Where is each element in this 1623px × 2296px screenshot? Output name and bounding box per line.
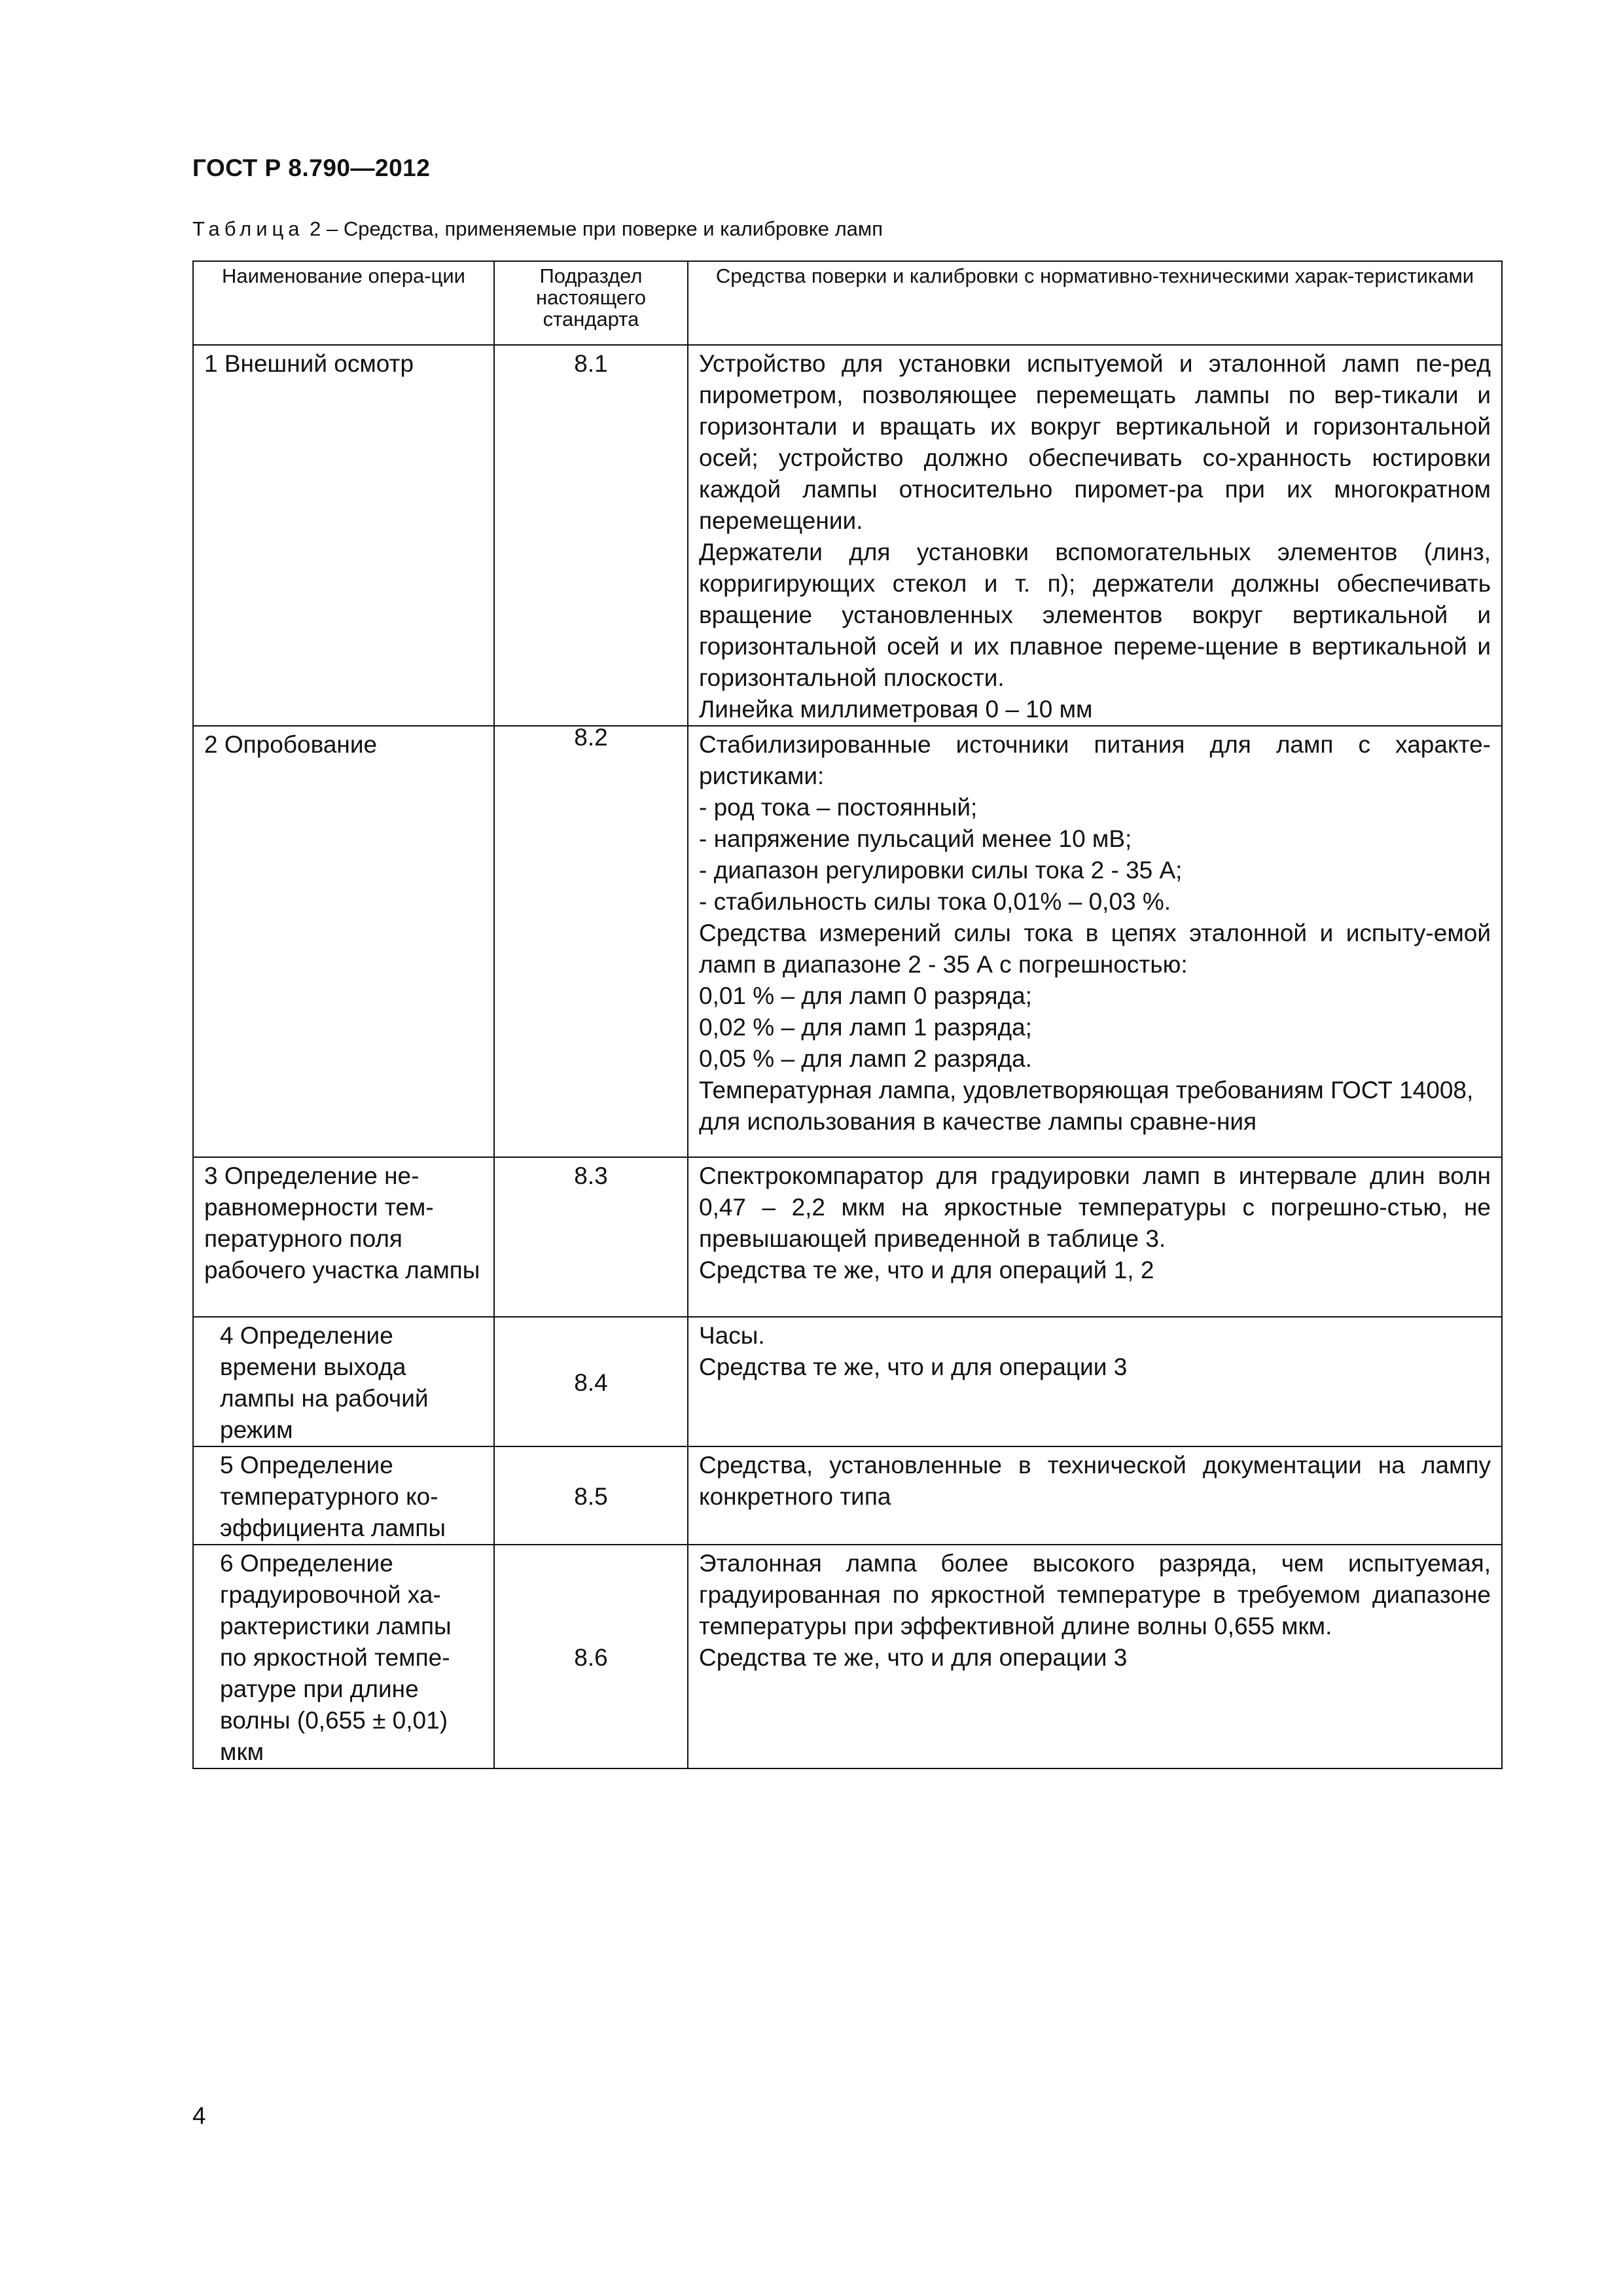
operation-cell: 5 Определение температурного ко-эффициента лампы xyxy=(193,1446,494,1545)
means-list-item: - напряжение пульсаций менее 10 мВ; xyxy=(699,825,1132,852)
means-cell xyxy=(688,1545,1502,1768)
means-paragraph: Стабилизированные источники питания для ламп с характе-ристиками: xyxy=(699,731,1491,789)
means-list-item: - стабильность силы тока 0,01% – 0,03 %. xyxy=(699,888,1171,915)
header-section: Подраздел настоящего стандарта xyxy=(494,261,688,345)
section-cell: 8.1 xyxy=(494,345,688,726)
section-cell: 8.6 xyxy=(494,1545,688,1768)
operation-cell: 1 Внешний осмотр xyxy=(193,345,494,726)
means-paragraph: Средства измерений силы тока в цепях эталонной и испыту-емой ламп в диапазоне 2 - 35 А с погрешностью: xyxy=(699,920,1491,978)
means-paragraph: Средства те же, что и для операции 3 xyxy=(699,1644,1128,1671)
operation-cell: 3 Определение не-равномерности тем-пературного поля рабочего участка лампы xyxy=(193,1157,494,1317)
means-list-item: - род тока – постоянный; xyxy=(699,794,978,821)
document-header: ГОСТ Р 8.790—2012 xyxy=(192,154,431,181)
means-list-item: 0,01 % – для ламп 0 разряда; xyxy=(699,982,1032,1009)
means-cell xyxy=(688,345,1502,726)
means-list-item: 0,02 % – для ламп 1 разряда; xyxy=(699,1014,1032,1041)
means-paragraph: Спектрокомпаратор для градуировки ламп в интервале длин волн 0,47 – 2,2 мкм на яркостные температуры с погрешно-стью, не превышающей приведенной в таблице 3. xyxy=(699,1162,1491,1252)
section-cell: 8.2 xyxy=(494,726,688,1157)
means-paragraph: Средства, установленные в технической документации на лампу конкретного типа xyxy=(699,1452,1491,1510)
means-cell xyxy=(688,1317,1502,1446)
table-row xyxy=(193,345,1502,726)
verification-means-table xyxy=(192,260,1503,1769)
means-paragraph: Средства те же, что и для операции 3 xyxy=(699,1354,1128,1380)
section-cell: 8.5 xyxy=(494,1446,688,1545)
operation-cell: 6 Определение градуировочной ха-рактеристики лампы по яркостной темпе-ратуре при длине волны (0,655 ± 0,01) мкм xyxy=(193,1545,494,1768)
operation-cell: 4 Определение времени выхода лампы на рабочий режим xyxy=(193,1317,494,1446)
means-paragraph: Держатели для установки вспомогательных элементов (линз, корригирующих стекол и т. п); держатели должны обеспечивать вращение установленных элементов вокруг вертикальной и горизонтальной осей и их плавное переме-щение в вертикальной и горизонтальной плоскости. xyxy=(699,539,1491,691)
means-paragraph: Устройство для установки испытуемой и эталонной ламп пе-ред пирометром, позволяющее перемещать лампы по вер-тикали и горизонтали и вращать их вокруг вертикальной и горизонтальной осей; устройство должно обеспечивать со-хранность юстировки каждой лампы относительно пиромет-ра при их многократном перемещении. xyxy=(699,350,1491,534)
means-cell xyxy=(688,1446,1502,1545)
means-cell xyxy=(688,726,1502,1157)
table-row xyxy=(193,1446,1502,1545)
table-header-row xyxy=(193,261,1502,345)
page-number: 4 xyxy=(192,2102,206,2129)
table-caption xyxy=(192,217,883,241)
table-row xyxy=(193,1545,1502,1768)
means-list-item: - диапазон регулировки силы тока 2 - 35 А; xyxy=(699,857,1183,884)
header-operation: Наименование опера-ции xyxy=(193,261,494,345)
means-paragraph: Температурная лампа, удовлетворяющая требованиям ГОСТ 14008, для использования в качестве лампы сравне-ния xyxy=(699,1077,1474,1135)
table-caption-prefix: Таблица xyxy=(192,217,304,240)
section-cell: 8.4 xyxy=(494,1317,688,1446)
operation-cell: 2 Опробование xyxy=(193,726,494,1157)
means-paragraph: Средства те же, что и для операций 1, 2 xyxy=(699,1257,1154,1283)
means-list-item: 0,05 % – для ламп 2 разряда. xyxy=(699,1045,1032,1072)
means-paragraph: Часы. xyxy=(699,1322,765,1349)
table-caption-text: 2 – Средства, применяемые при поверке и калибровке ламп xyxy=(304,217,883,240)
means-cell xyxy=(688,1157,1502,1317)
means-paragraph: Эталонная лампа более высокого разряда, чем испытуемая, градуированная по яркостной температуре в требуемом диапазоне температуры при эффективной длине волны 0,655 мкм. xyxy=(699,1550,1491,1640)
means-paragraph: Линейка миллиметровая 0 – 10 мм xyxy=(699,696,1093,723)
table-row xyxy=(193,726,1502,1157)
table-row xyxy=(193,1157,1502,1317)
table-row xyxy=(193,1317,1502,1446)
header-means: Средства поверки и калибровки с нормативно-техническими харак-теристиками xyxy=(688,261,1502,345)
section-cell: 8.3 xyxy=(494,1157,688,1317)
